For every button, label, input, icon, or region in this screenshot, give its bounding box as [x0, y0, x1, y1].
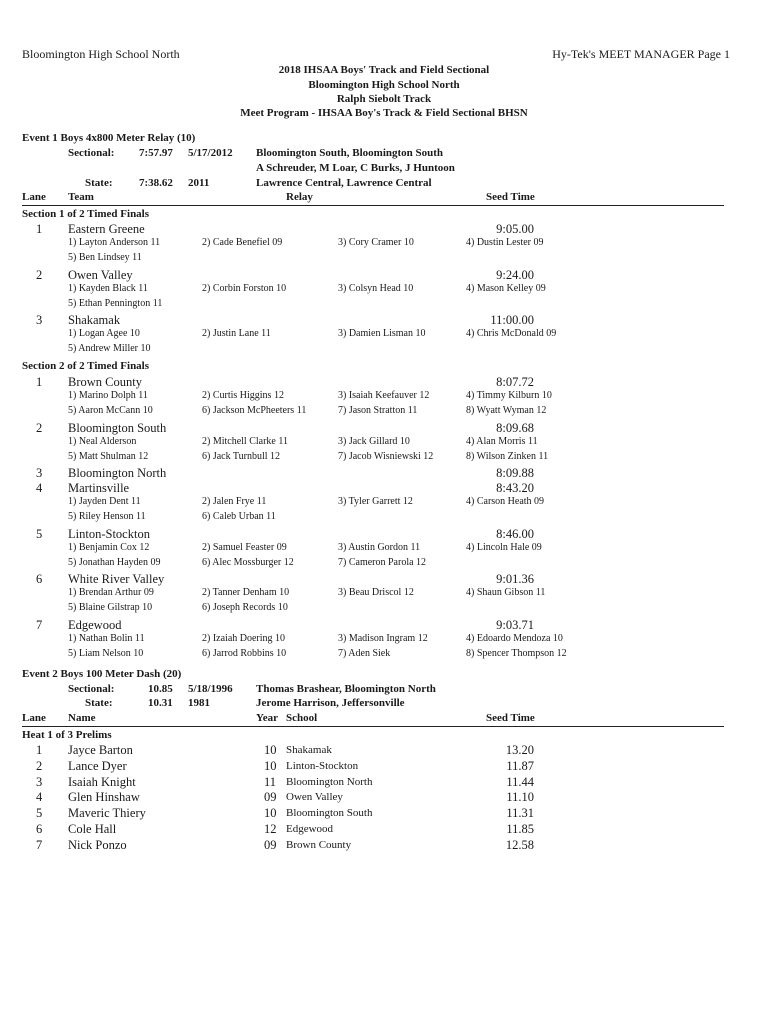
section1-title: Section 1 of 2 Timed Finals: [22, 208, 150, 220]
relay-runner: 3) Colsyn Head 10: [338, 282, 414, 294]
team-name: Eastern Greene: [68, 222, 145, 236]
relay-runner: 6) Jarrod Robbins 10: [202, 647, 287, 659]
relay-runner: 8) Wilson Zinken 11: [466, 450, 549, 462]
team-seed-time: 8:09.88: [496, 466, 534, 480]
relay-runner: 5) Jonathan Hayden 09: [68, 556, 161, 568]
relay-runner: 5) Blaine Gilstrap 10: [68, 602, 153, 613]
team-name: White River Valley: [68, 572, 165, 586]
team-seed-time: 9:24.00: [496, 267, 534, 282]
entry-school: Bloomington South: [286, 807, 373, 820]
entry-name: Maveric Thiery: [68, 806, 146, 821]
relay-runner: 3) Damien Lisman 10: [338, 328, 426, 339]
col-lane: Lane: [22, 712, 46, 724]
team-seed-time: 8:46.00: [496, 526, 534, 541]
entry-year: 10: [264, 758, 277, 773]
event2-state-time: 10.31: [148, 697, 173, 709]
team-name: Edgewood: [68, 617, 122, 632]
col-lane: Lane: [22, 191, 46, 203]
col-name: Name: [68, 712, 96, 724]
event2-sectional-label: Sectional:: [68, 683, 115, 695]
col-relay: Relay: [286, 191, 313, 203]
relay-runner: 5) Riley Henson 11: [68, 511, 146, 522]
entry-seed-time: 13.20: [505, 743, 534, 757]
header-left: Bloomington High School North: [22, 47, 180, 61]
entry-name: Glen Hinshaw: [68, 790, 140, 805]
entry-lane: 1: [36, 743, 43, 757]
team-name: Linton-Stockton: [68, 526, 150, 541]
col-seed-time: Seed Time: [486, 712, 535, 724]
team-lane: 3: [36, 466, 43, 480]
relay-runner: 5) Andrew Miller 10: [68, 343, 151, 354]
entry-lane: 7: [36, 837, 43, 852]
entry-name: Cole Hall: [68, 822, 117, 836]
event1-sectional-names: A Schreuder, M Loar, C Burks, J Huntoon: [256, 162, 455, 174]
entry-year: 11: [264, 774, 277, 789]
relay-runner: 2) Mitchell Clarke 11: [202, 435, 288, 447]
divider: [22, 726, 724, 727]
event1-sectional-holder: Bloomington South, Bloomington South: [256, 147, 444, 159]
relay-runner: 2) Corbin Forston 10: [202, 282, 287, 294]
relay-runner: 6) Joseph Records 10: [202, 602, 288, 613]
divider: [22, 205, 724, 206]
team-name: Shakamak: [68, 313, 121, 327]
section2-title: Section 2 of 2 Timed Finals: [22, 360, 150, 372]
event2-sectional-date: 5/18/1996: [188, 683, 233, 695]
entry-seed-time: 11.31: [506, 806, 534, 821]
relay-runner: 3) Cory Cramer 10: [338, 237, 414, 248]
team-lane: 3: [36, 313, 43, 327]
relay-runner: 2) Curtis Higgins 12: [202, 390, 284, 401]
team-lane: 6: [36, 572, 43, 586]
entry-seed-time: 11.44: [506, 774, 534, 789]
entry-name: Lance Dyer: [68, 758, 127, 773]
team-lane: 2: [36, 420, 43, 435]
team-lane: 2: [36, 267, 43, 282]
entry-school: Bloomington North: [286, 775, 373, 788]
meet-venue: Ralph Siebolt Track: [336, 93, 432, 105]
relay-runner: 5) Ethan Pennington 11: [68, 297, 163, 309]
entry-seed-time: 11.85: [506, 822, 534, 836]
relay-runner: 4) Lincoln Hale 09: [466, 541, 542, 553]
entry-year: 09: [264, 790, 277, 805]
meet-program-title: Meet Program - IHSAA Boy's Track & Field Sectional BHSN: [240, 107, 528, 119]
relay-runner: 3) Austin Gordon 11: [338, 541, 421, 553]
event1-state-date: 2011: [188, 177, 210, 189]
event1-sectional-label: Sectional:: [68, 147, 115, 159]
team-seed-time: 9:05.00: [496, 222, 534, 236]
event2-sectional-time: 10.85: [148, 683, 173, 695]
col-team: Team: [68, 191, 94, 203]
relay-runner: 5) Aaron McCann 10: [68, 405, 153, 416]
relay-runner: 1) Neal Alderson: [68, 435, 137, 447]
team-lane: 4: [36, 481, 43, 495]
event2-state-label: State:: [85, 697, 113, 709]
relay-runner: 1) Benjamin Cox 12: [68, 541, 150, 553]
entry-school: Brown County: [286, 838, 352, 851]
entry-name: Isaiah Knight: [68, 774, 136, 789]
team-name: Martinsville: [68, 481, 130, 495]
relay-runner: 2) Izaiah Doering 10: [202, 632, 286, 644]
team-seed-time: 8:07.72: [496, 375, 534, 389]
relay-runner: 6) Alec Mossburger 12: [202, 556, 294, 568]
team-lane: 5: [36, 526, 43, 541]
team-seed-time: 8:09.68: [496, 420, 534, 435]
col-school: School: [286, 712, 318, 724]
relay-runner: 1) Jayden Dent 11: [68, 496, 141, 507]
relay-runner: 5) Liam Nelson 10: [68, 647, 144, 659]
entry-year: 10: [264, 806, 277, 821]
relay-runner: 5) Matt Shulman 12: [68, 450, 149, 462]
event1-state-holder: Lawrence Central, Lawrence Central: [256, 177, 432, 189]
relay-runner: 8) Spencer Thompson 12: [466, 647, 567, 659]
relay-runner: 7) Jason Stratton 11: [338, 405, 418, 416]
relay-runner: 3) Beau Driscol 12: [338, 587, 414, 598]
col-seed-time: Seed Time: [486, 191, 535, 203]
entry-name: Nick Ponzo: [68, 837, 127, 852]
team-seed-time: 9:01.36: [496, 572, 534, 586]
relay-runner: 3) Isaiah Keefauver 12: [338, 390, 430, 401]
entry-lane: 4: [36, 790, 43, 805]
relay-runner: 4) Shaun Gibson 11: [466, 587, 546, 598]
team-lane: 1: [36, 222, 43, 236]
relay-runner: 3) Jack Gillard 10: [338, 435, 410, 447]
entry-lane: 3: [36, 774, 43, 789]
relay-runner: 1) Marino Dolph 11: [68, 390, 148, 401]
relay-runner: 3) Tyler Garrett 12: [338, 496, 413, 507]
entry-year: 09: [264, 837, 277, 852]
relay-runner: 1) Brendan Arthur 09: [68, 587, 154, 598]
relay-runner: 1) Nathan Bolin 11: [68, 632, 145, 644]
relay-runner: 6) Caleb Urban 11: [202, 511, 276, 522]
relay-runner: 2) Jalen Frye 11: [202, 496, 267, 507]
team-name: Brown County: [68, 375, 142, 389]
event2-state-date: 1981: [188, 697, 210, 709]
header-right: Hy-Tek's MEET MANAGER Page 1: [552, 47, 730, 61]
team-name: Bloomington North: [68, 466, 167, 480]
team-lane: 1: [36, 375, 43, 389]
relay-runner: 4) Dustin Lester 09: [466, 237, 544, 248]
relay-runner: 4) Edoardo Mendoza 10: [466, 632, 563, 644]
relay-runner: 8) Wyatt Wyman 12: [466, 405, 547, 416]
team-name: Owen Valley: [68, 267, 133, 282]
entry-year: 12: [264, 822, 277, 836]
team-seed-time: 8:43.20: [496, 481, 534, 495]
relay-runner: 1) Logan Agee 10: [68, 328, 140, 339]
relay-runner: 4) Timmy Kilburn 10: [466, 390, 552, 401]
team-name: Bloomington South: [68, 420, 167, 435]
relay-runner: 7) Cameron Parola 12: [338, 556, 427, 568]
entry-lane: 6: [36, 822, 43, 836]
relay-runner: 1) Kayden Black 11: [68, 282, 148, 294]
meet-title: 2018 IHSAA Boys' Track and Field Sectional: [278, 64, 490, 76]
event1-title: Event 1 Boys 4x800 Meter Relay (10): [22, 132, 196, 144]
entry-lane: 2: [36, 758, 43, 773]
relay-runner: 2) Cade Benefiel 09: [202, 237, 283, 248]
entry-school: Owen Valley: [286, 791, 343, 804]
event1-state-label: State:: [85, 177, 113, 189]
entry-school: Edgewood: [286, 823, 334, 835]
relay-runner: 2) Justin Lane 11: [202, 328, 271, 339]
event2-state-holder: Jerome Harrison, Jeffersonville: [256, 697, 405, 709]
event1-sectional-time: 7:57.97: [139, 147, 173, 159]
relay-runner: 4) Chris McDonald 09: [466, 328, 557, 339]
relay-runner: 6) Jack Turnbull 12: [202, 450, 281, 462]
relay-runner: 2) Samuel Feaster 09: [202, 541, 287, 553]
relay-runner: 7) Jacob Wisniewski 12: [338, 450, 434, 462]
team-seed-time: 9:03.71: [496, 617, 534, 632]
entry-year: 10: [264, 743, 277, 757]
team-lane: 7: [36, 617, 43, 632]
heat1-title: Heat 1 of 3 Prelims: [22, 729, 112, 741]
relay-runner: 4) Carson Heath 09: [466, 496, 545, 507]
relay-runner: 6) Jackson McPheeters 11: [202, 405, 307, 416]
entry-name: Jayce Barton: [68, 743, 133, 757]
entry-lane: 5: [36, 806, 43, 821]
col-year: Year: [256, 712, 278, 724]
entry-school: Shakamak: [286, 744, 332, 756]
entry-seed-time: 11.10: [506, 790, 534, 805]
relay-runner: 2) Tanner Denham 10: [202, 587, 290, 598]
meet-host: Bloomington High School North: [308, 79, 460, 91]
event2-title: Event 2 Boys 100 Meter Dash (20): [22, 668, 182, 680]
entry-school: Linton-Stockton: [286, 759, 359, 772]
event1-state-time: 7:38.62: [139, 177, 173, 189]
relay-runner: 5) Ben Lindsey 11: [68, 252, 142, 263]
event2-sectional-holder: Thomas Brashear, Bloomington North: [256, 683, 436, 695]
relay-runner: 3) Madison Ingram 12: [338, 632, 428, 644]
relay-runner: 1) Layton Anderson 11: [68, 237, 161, 248]
event1-sectional-date: 5/17/2012: [188, 147, 233, 159]
relay-runner: 7) Aden Siek: [338, 647, 391, 659]
entry-seed-time: 11.87: [506, 758, 534, 773]
team-seed-time: 11:00.00: [490, 313, 534, 327]
relay-runner: 4) Alan Morris 11: [466, 435, 538, 447]
entry-seed-time: 12.58: [505, 837, 534, 852]
relay-runner: 4) Mason Kelley 09: [466, 282, 546, 294]
